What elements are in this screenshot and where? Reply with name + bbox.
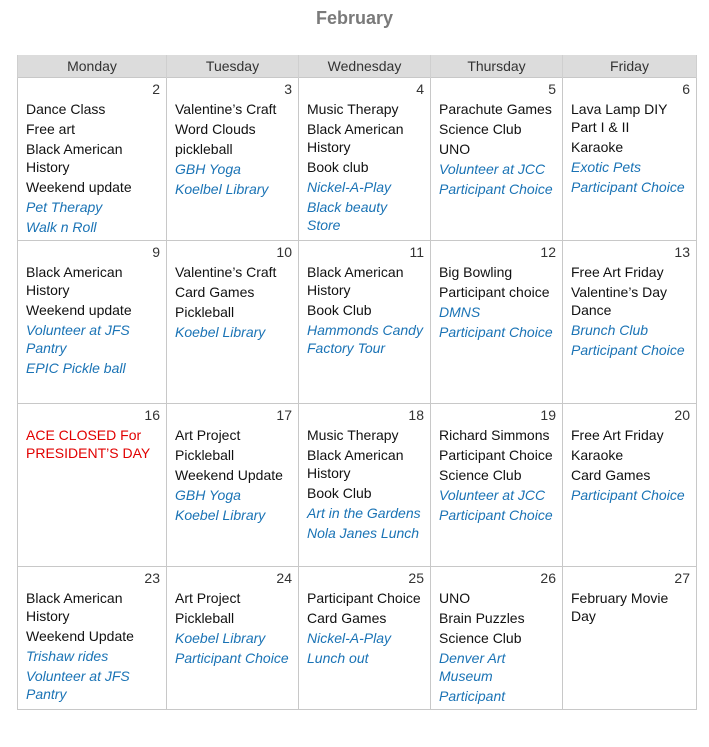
weekday-header: Thursday	[431, 55, 563, 78]
day-cell	[299, 78, 431, 241]
weekday-header: Monday	[18, 55, 167, 78]
day-number: 26	[540, 570, 556, 586]
event-item: pickleball	[175, 141, 233, 157]
event-item: Valentine’s Day Dance	[571, 284, 667, 318]
event-item: Black American History	[307, 264, 404, 298]
event-outing: Participant Choice	[439, 181, 553, 197]
day-cell	[563, 241, 697, 404]
week-row	[18, 404, 697, 567]
event-outing: Exotic Pets	[571, 159, 642, 175]
day-number: 19	[540, 407, 556, 423]
event-outing: Participant Choice	[439, 324, 553, 340]
event-outing: Koelbel Library	[175, 181, 269, 197]
event-item: UNO	[439, 590, 471, 606]
event-outing: Koebel Library	[175, 630, 266, 646]
day-number: 24	[276, 570, 292, 586]
event-outing: Pet Therapy	[26, 199, 103, 215]
event-outing: Participant Choice	[571, 342, 685, 358]
day-number: 2	[152, 81, 160, 97]
day-cell	[167, 404, 299, 567]
event-outing: Participant Choice	[571, 179, 685, 195]
event-outing: Denver Art Museum	[439, 650, 506, 684]
event-outing: Nola Janes Lunch	[307, 525, 420, 541]
event-item: Pickleball	[175, 610, 235, 626]
day-cell	[299, 241, 431, 404]
weekday-header: Wednesday	[299, 55, 431, 78]
event-outing: Participant Choice	[439, 507, 553, 523]
event-outing: EPIC Pickle ball	[26, 360, 126, 376]
event-item: Black American History	[26, 264, 123, 298]
event-item: Weekend Update	[26, 628, 134, 644]
event-item: Card Games	[175, 284, 255, 300]
day-cell	[18, 78, 167, 241]
event-outing: Koebel Library	[175, 324, 266, 340]
event-item: Science Club	[439, 467, 522, 483]
event-item: Card Games	[307, 610, 387, 626]
event-outing: Lunch out	[307, 650, 369, 666]
event-outing: Hammonds Candy Factory Tour	[307, 322, 423, 356]
day-cell	[431, 404, 563, 567]
day-number: 9	[152, 244, 160, 260]
event-item: Participant choice	[439, 284, 550, 300]
event-item: Art Project	[175, 590, 241, 606]
event-item: Black American History	[307, 447, 404, 481]
day-number: 6	[682, 81, 690, 97]
day-number: 13	[674, 244, 690, 260]
day-cell	[167, 78, 299, 241]
week-row	[18, 567, 697, 710]
day-number: 23	[144, 570, 160, 586]
day-number: 10	[276, 244, 292, 260]
event-item: Free Art Friday	[571, 427, 664, 443]
event-item: Pickleball	[175, 304, 235, 320]
day-number: 3	[284, 81, 292, 97]
event-outing: Volunteer at JCC	[439, 487, 546, 503]
event-outing: Participant Choice	[571, 487, 685, 503]
day-cell	[563, 404, 697, 567]
event-outing: Participant Choice	[175, 650, 289, 666]
day-cell	[167, 567, 299, 710]
event-item: Black American History	[307, 121, 404, 155]
weekday-header: Tuesday	[167, 55, 299, 78]
event-item: February Movie Day	[571, 590, 669, 624]
day-cell	[431, 78, 563, 241]
event-outing: Black beauty Store	[307, 199, 388, 233]
weekday-header-row	[18, 55, 697, 78]
day-number: 20	[674, 407, 690, 423]
day-cell	[563, 78, 697, 241]
week-row	[18, 241, 697, 404]
event-item: Karaoke	[571, 139, 624, 155]
event-item: Science Club	[439, 121, 522, 137]
event-item: Pickleball	[175, 447, 235, 463]
event-item: Book Club	[307, 302, 372, 318]
event-item: Music Therapy	[307, 101, 399, 117]
event-item: Valentine’s Craft	[175, 264, 277, 280]
event-item: UNO	[439, 141, 471, 157]
event-outing: Nickel-A-Play	[307, 630, 392, 646]
day-number: 17	[276, 407, 292, 423]
event-outing: Participant	[439, 688, 506, 704]
event-item: Weekend update	[26, 179, 132, 195]
event-item: Card Games	[571, 467, 651, 483]
day-cell	[563, 567, 697, 710]
day-cell	[431, 567, 563, 710]
day-cell	[431, 241, 563, 404]
event-item: Participant Choice	[439, 447, 553, 463]
event-outing: DMNS	[439, 304, 481, 320]
event-outing: Trishaw rides	[26, 648, 109, 664]
event-item: Science Club	[439, 630, 522, 646]
day-number: 25	[408, 570, 424, 586]
event-item: Participant Choice	[307, 590, 421, 606]
event-item: Big Bowling	[439, 264, 513, 280]
event-outing: Brunch Club	[571, 322, 649, 338]
closure-notice: ACE CLOSED For PRESIDENT’S DAY	[26, 427, 151, 461]
event-item: Parachute Games	[439, 101, 552, 117]
day-cell	[299, 404, 431, 567]
event-outing: Koebel Library	[175, 507, 266, 523]
event-item: Free Art Friday	[571, 264, 664, 280]
event-item: Dance Class	[26, 101, 106, 117]
event-outing: Walk n Roll	[26, 219, 97, 235]
day-cell	[18, 404, 167, 567]
day-cell	[167, 241, 299, 404]
day-number: 18	[408, 407, 424, 423]
event-item: Free art	[26, 121, 76, 137]
event-item: Book Club	[307, 485, 372, 501]
day-number: 27	[674, 570, 690, 586]
calendar-title: February	[315, 8, 394, 28]
event-item: Lava Lamp DIY Part I & II	[571, 101, 668, 135]
event-item: Richard Simmons	[439, 427, 550, 443]
event-item: Music Therapy	[307, 427, 399, 443]
event-outing: Volunteer at JFS Pantry	[26, 668, 130, 702]
event-item: Karaoke	[571, 447, 624, 463]
event-item: Word Clouds	[175, 121, 256, 137]
event-item: Brain Puzzles	[439, 610, 525, 626]
event-item: Black American History	[26, 590, 123, 624]
day-number: 16	[144, 407, 160, 423]
day-number: 4	[416, 81, 424, 97]
event-item: Valentine’s Craft	[175, 101, 277, 117]
event-item: Black American History	[26, 141, 123, 175]
week-row	[18, 78, 697, 241]
event-outing: GBH Yoga	[175, 487, 241, 503]
event-item: Book club	[307, 159, 369, 175]
day-number: 11	[409, 244, 424, 260]
day-cell	[18, 241, 167, 404]
event-outing: Volunteer at JCC	[439, 161, 546, 177]
event-item: Weekend update	[26, 302, 132, 318]
event-outing: GBH Yoga	[175, 161, 241, 177]
day-cell	[299, 567, 431, 710]
event-item: Weekend Update	[175, 467, 283, 483]
event-outing: Art in the Gardens	[307, 505, 421, 521]
weekday-header: Friday	[563, 55, 697, 78]
event-outing: Nickel-A-Play	[307, 179, 392, 195]
day-number: 12	[540, 244, 556, 260]
event-item: Art Project	[175, 427, 241, 443]
day-cell	[18, 567, 167, 710]
day-number: 5	[548, 81, 556, 97]
event-outing: Volunteer at JFS Pantry	[26, 322, 130, 356]
calendar-grid	[17, 55, 697, 710]
